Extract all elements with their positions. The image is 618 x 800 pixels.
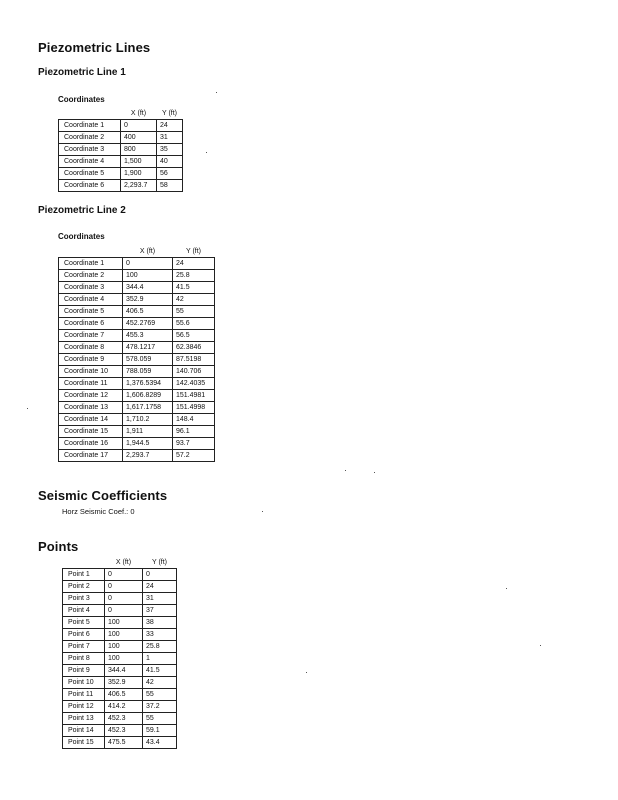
row-label: Coordinate 4	[59, 156, 121, 168]
y-value: 56	[157, 168, 183, 180]
x-value: 0	[105, 569, 143, 581]
row-label: Coordinate 8	[59, 342, 123, 354]
row-label: Coordinate 1	[59, 258, 123, 270]
y-value: 42	[143, 677, 177, 689]
coordinate-row	[59, 258, 215, 270]
y-value: 41.5	[173, 282, 215, 294]
coordinate-row	[59, 330, 215, 342]
x-value: 452.2769	[123, 318, 173, 330]
coordinate-row	[59, 294, 215, 306]
horizontal-seismic-coefficient: Horz Seismic Coef.: 0	[62, 507, 135, 516]
y-value: 1	[143, 653, 177, 665]
y-value: 55	[173, 306, 215, 318]
x-value: 352.9	[105, 677, 143, 689]
row-label: Point 13	[63, 713, 105, 725]
coordinate-row	[59, 378, 215, 390]
point-row	[63, 701, 177, 713]
row-label: Point 12	[63, 701, 105, 713]
x-column-header: X (ft)	[105, 557, 143, 569]
coordinate-row	[59, 282, 215, 294]
row-label: Coordinate 10	[59, 366, 123, 378]
y-value: 55	[143, 689, 177, 701]
row-label: Coordinate 12	[59, 390, 123, 402]
piezometric-lines-heading: Piezometric Lines	[38, 40, 151, 55]
coordinate-row	[59, 438, 215, 450]
x-value: 475.5	[105, 737, 143, 749]
x-value: 1,376.5394	[123, 378, 173, 390]
y-value: 55.6	[173, 318, 215, 330]
x-value: 1,617.1758	[123, 402, 173, 414]
x-value: 1,911	[123, 426, 173, 438]
row-label: Coordinate 13	[59, 402, 123, 414]
x-value: 100	[123, 270, 173, 282]
row-label: Coordinate 17	[59, 450, 123, 462]
y-value: 62.3846	[173, 342, 215, 354]
x-value: 1,606.8289	[123, 390, 173, 402]
row-label: Point 3	[63, 593, 105, 605]
point-row	[63, 665, 177, 677]
y-value: 96.1	[173, 426, 215, 438]
row-label: Coordinate 7	[59, 330, 123, 342]
row-label: Coordinate 2	[59, 132, 121, 144]
coordinate-row	[59, 402, 215, 414]
x-value: 0	[105, 605, 143, 617]
point-row	[63, 581, 177, 593]
x-value: 478.1217	[123, 342, 173, 354]
scan-speck	[374, 472, 375, 473]
point-row	[63, 569, 177, 581]
row-label: Point 11	[63, 689, 105, 701]
coordinate-row	[59, 426, 215, 438]
x-value: 788.059	[123, 366, 173, 378]
row-label: Coordinate 4	[59, 294, 123, 306]
y-value: 142.4035	[173, 378, 215, 390]
coordinate-row	[59, 168, 183, 180]
x-value: 0	[105, 581, 143, 593]
scan-speck	[27, 408, 28, 409]
row-label: Point 7	[63, 641, 105, 653]
y-value: 151.4998	[173, 402, 215, 414]
piezometric-line-1-heading: Piezometric Line 1	[38, 67, 126, 78]
x-value: 1,900	[121, 168, 157, 180]
row-label: Point 9	[63, 665, 105, 677]
line-2-coordinates-caption: Coordinates	[58, 232, 105, 241]
points-table	[62, 557, 177, 749]
y-value: 43.4	[143, 737, 177, 749]
y-value: 37.2	[143, 701, 177, 713]
coordinate-row	[59, 318, 215, 330]
seismic-coefficients-heading: Seismic Coefficients	[38, 488, 168, 503]
y-value: 38	[143, 617, 177, 629]
y-value: 151.4981	[173, 390, 215, 402]
point-row	[63, 689, 177, 701]
row-label: Coordinate 3	[59, 144, 121, 156]
x-column-header: X (ft)	[121, 108, 157, 120]
y-value: 57.2	[173, 450, 215, 462]
y-value: 58	[157, 180, 183, 192]
point-row	[63, 629, 177, 641]
scan-speck	[506, 588, 507, 589]
scan-speck	[540, 645, 541, 646]
y-value: 93.7	[173, 438, 215, 450]
y-column-header: Y (ft)	[173, 246, 215, 258]
y-value: 59.1	[143, 725, 177, 737]
x-value: 406.5	[105, 689, 143, 701]
x-value: 455.3	[123, 330, 173, 342]
row-label: Point 8	[63, 653, 105, 665]
line-1-coordinates-table	[58, 108, 183, 192]
x-value: 1,944.5	[123, 438, 173, 450]
x-value: 100	[105, 629, 143, 641]
scan-speck	[262, 511, 263, 512]
scan-speck	[345, 470, 346, 471]
point-row	[63, 677, 177, 689]
x-value: 2,293.7	[121, 180, 157, 192]
row-label: Coordinate 2	[59, 270, 123, 282]
point-row	[63, 617, 177, 629]
y-value: 25.8	[173, 270, 215, 282]
y-value: 24	[157, 120, 183, 132]
x-value: 452.3	[105, 713, 143, 725]
line-1-coordinates-caption: Coordinates	[58, 95, 105, 104]
line-2-coordinates-table	[58, 246, 215, 462]
point-row	[63, 605, 177, 617]
x-value: 0	[105, 593, 143, 605]
x-value: 344.4	[123, 282, 173, 294]
y-value: 56.5	[173, 330, 215, 342]
row-label: Coordinate 1	[59, 120, 121, 132]
coordinate-row	[59, 390, 215, 402]
row-label: Point 15	[63, 737, 105, 749]
coordinate-row	[59, 120, 183, 132]
x-value: 452.3	[105, 725, 143, 737]
point-row	[63, 725, 177, 737]
y-value: 31	[157, 132, 183, 144]
x-value: 100	[105, 617, 143, 629]
row-label: Coordinate 9	[59, 354, 123, 366]
coordinate-row	[59, 156, 183, 168]
y-value: 24	[173, 258, 215, 270]
coordinate-row	[59, 414, 215, 426]
y-value: 31	[143, 593, 177, 605]
coordinate-row	[59, 180, 183, 192]
coordinate-row	[59, 366, 215, 378]
x-value: 100	[105, 653, 143, 665]
row-label: Point 5	[63, 617, 105, 629]
coordinate-row	[59, 132, 183, 144]
x-value: 578.059	[123, 354, 173, 366]
y-value: 41.5	[143, 665, 177, 677]
point-row	[63, 641, 177, 653]
piezometric-line-2-heading: Piezometric Line 2	[38, 205, 126, 216]
row-label: Coordinate 3	[59, 282, 123, 294]
row-label: Point 14	[63, 725, 105, 737]
y-value: 24	[143, 581, 177, 593]
y-value: 55	[143, 713, 177, 725]
row-label: Point 4	[63, 605, 105, 617]
y-value: 148.4	[173, 414, 215, 426]
x-value: 400	[121, 132, 157, 144]
row-label: Coordinate 6	[59, 318, 123, 330]
y-value: 25.8	[143, 641, 177, 653]
row-label: Point 10	[63, 677, 105, 689]
y-column-header: Y (ft)	[157, 108, 183, 120]
y-value: 33	[143, 629, 177, 641]
x-value: 0	[121, 120, 157, 132]
row-label: Coordinate 11	[59, 378, 123, 390]
coordinate-row	[59, 270, 215, 282]
row-label: Point 6	[63, 629, 105, 641]
x-value: 406.5	[123, 306, 173, 318]
y-value: 40	[157, 156, 183, 168]
row-label: Coordinate 14	[59, 414, 123, 426]
coordinate-row	[59, 450, 215, 462]
row-label: Coordinate 16	[59, 438, 123, 450]
scan-speck	[216, 92, 217, 93]
x-value: 352.9	[123, 294, 173, 306]
point-row	[63, 713, 177, 725]
row-label: Coordinate 5	[59, 306, 123, 318]
x-value: 0	[123, 258, 173, 270]
x-value: 100	[105, 641, 143, 653]
x-value: 1,710.2	[123, 414, 173, 426]
row-label: Coordinate 6	[59, 180, 121, 192]
row-label: Point 2	[63, 581, 105, 593]
coordinate-row	[59, 354, 215, 366]
points-heading: Points	[38, 539, 79, 554]
scan-speck	[206, 152, 207, 153]
x-value: 1,500	[121, 156, 157, 168]
scan-speck	[306, 672, 307, 673]
point-row	[63, 653, 177, 665]
x-column-header: X (ft)	[123, 246, 173, 258]
x-value: 800	[121, 144, 157, 156]
row-label: Coordinate 15	[59, 426, 123, 438]
y-value: 0	[143, 569, 177, 581]
coordinate-row	[59, 306, 215, 318]
y-value: 35	[157, 144, 183, 156]
y-value: 87.5198	[173, 354, 215, 366]
x-value: 344.4	[105, 665, 143, 677]
point-row	[63, 737, 177, 749]
coordinate-row	[59, 144, 183, 156]
x-value: 2,293.7	[123, 450, 173, 462]
y-value: 42	[173, 294, 215, 306]
row-label: Point 1	[63, 569, 105, 581]
y-value: 37	[143, 605, 177, 617]
y-value: 140.706	[173, 366, 215, 378]
y-column-header: Y (ft)	[143, 557, 177, 569]
row-label: Coordinate 5	[59, 168, 121, 180]
point-row	[63, 593, 177, 605]
x-value: 414.2	[105, 701, 143, 713]
coordinate-row	[59, 342, 215, 354]
